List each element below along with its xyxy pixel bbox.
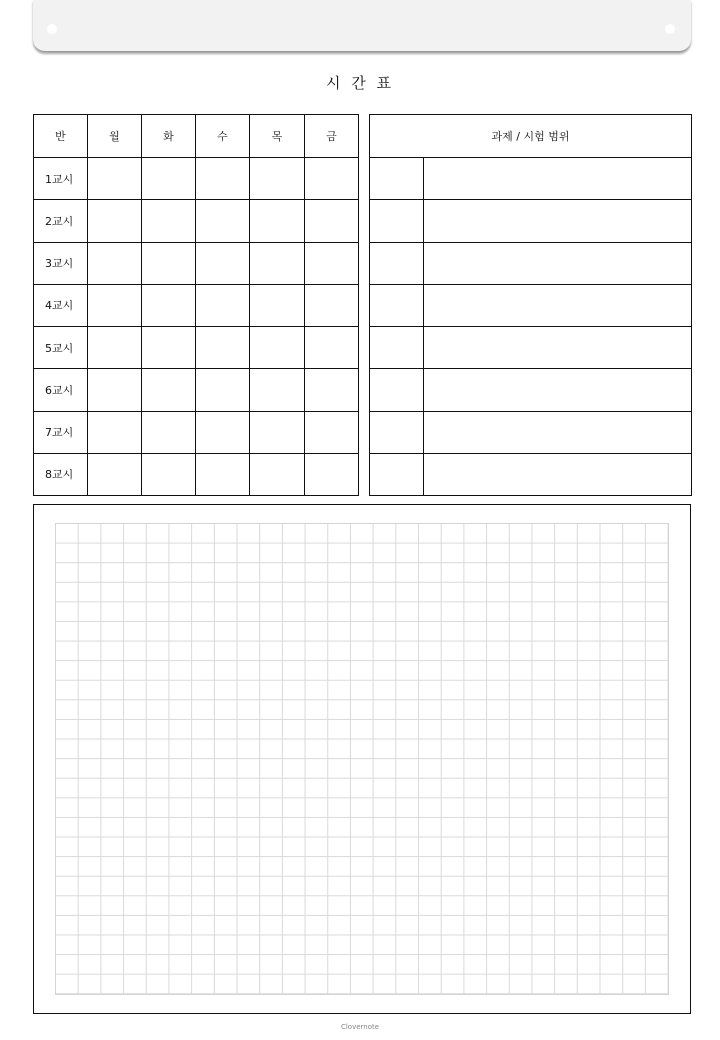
timetable-cell[interactable] [305,453,359,495]
timetable-row [34,327,359,369]
timetable-row [34,200,359,242]
tasks-detail-cell[interactable] [424,453,692,495]
brand-footer: Clovernote [340,1023,380,1031]
header-mon: 월 [88,115,142,158]
tasks-row [370,369,692,411]
tasks-detail-cell[interactable] [424,369,692,411]
tasks-row [370,411,692,453]
tasks-subject-cell[interactable] [370,200,424,242]
timetable-cell[interactable] [305,200,359,242]
timetable-header-row [34,115,359,158]
timetable-cell[interactable] [196,453,250,495]
header-tue: 화 [142,115,196,158]
grid-paper[interactable] [55,523,669,995]
period-label: 6교시 [34,369,88,411]
period-label: 7교시 [34,411,88,453]
tasks-detail-cell[interactable] [424,327,692,369]
header-wed: 수 [196,115,250,158]
tasks-row [370,200,692,242]
timetable-row [34,453,359,495]
tasks-detail-cell[interactable] [424,200,692,242]
header-class: 반 [34,115,88,158]
timetable-cell[interactable] [88,242,142,284]
tasks-subject-cell[interactable] [370,327,424,369]
period-label: 8교시 [34,453,88,495]
timetable-cell[interactable] [196,242,250,284]
timetable-cell[interactable] [196,369,250,411]
timetable-cell[interactable] [142,369,196,411]
timetable-cell[interactable] [305,284,359,326]
timetable-row [34,411,359,453]
timetable-cell[interactable] [88,158,142,200]
tasks-subject-cell[interactable] [370,411,424,453]
timetable-cell[interactable] [142,284,196,326]
timetable-cell[interactable] [142,411,196,453]
timetable-cell[interactable] [142,453,196,495]
timetable-cell[interactable] [305,158,359,200]
tasks-detail-cell[interactable] [424,284,692,326]
tasks-header-row [370,115,692,158]
tasks-detail-cell[interactable] [424,411,692,453]
tasks-subject-cell[interactable] [370,242,424,284]
binder-hole-right [665,24,675,34]
timetable-cell[interactable] [88,284,142,326]
timetable-cell[interactable] [196,327,250,369]
timetable-row [34,369,359,411]
timetable-cell[interactable] [142,200,196,242]
timetable-cell[interactable] [250,158,305,200]
tasks-row [370,453,692,495]
notes-box [33,504,691,1014]
timetable-cell[interactable] [305,369,359,411]
timetable-cell[interactable] [250,411,305,453]
timetable-cell[interactable] [305,242,359,284]
timetable-cell[interactable] [142,158,196,200]
period-label: 3교시 [34,242,88,284]
header-thu: 목 [250,115,305,158]
timetable-cell[interactable] [88,411,142,453]
tasks-table [369,114,692,496]
timetable-cell[interactable] [250,200,305,242]
timetable-cell[interactable] [250,369,305,411]
timetable-cell[interactable] [250,242,305,284]
tasks-row [370,242,692,284]
timetable-cell[interactable] [88,327,142,369]
tasks-row [370,284,692,326]
timetable-cell[interactable] [142,327,196,369]
timetable-row [34,284,359,326]
tasks-subject-cell[interactable] [370,158,424,200]
timetable-cell[interactable] [305,411,359,453]
page-title: 시 간 표 [325,74,394,92]
binder-hole-left [47,24,57,34]
timetable-cell[interactable] [196,158,250,200]
period-label: 2교시 [34,200,88,242]
tasks-detail-cell[interactable] [424,242,692,284]
tasks-subject-cell[interactable] [370,453,424,495]
timetable-cell[interactable] [196,200,250,242]
timetable-cell[interactable] [196,411,250,453]
timetable-cell[interactable] [142,242,196,284]
tasks-detail-cell[interactable] [424,158,692,200]
header-fri: 금 [305,115,359,158]
tasks-subject-cell[interactable] [370,284,424,326]
period-label: 1교시 [34,158,88,200]
timetable-row [34,158,359,200]
timetable-cell[interactable] [250,453,305,495]
timetable-row [34,242,359,284]
timetable-cell[interactable] [250,327,305,369]
tasks-row [370,327,692,369]
tasks-header: 과제 / 시험 범위 [370,115,692,158]
timetable-cell[interactable] [305,327,359,369]
timetable-cell[interactable] [196,284,250,326]
period-label: 4교시 [34,284,88,326]
timetable-cell[interactable] [88,453,142,495]
period-label: 5교시 [34,327,88,369]
tasks-row [370,158,692,200]
timetable-cell[interactable] [88,200,142,242]
tasks-subject-cell[interactable] [370,369,424,411]
timetable-cell[interactable] [88,369,142,411]
timetable-cell[interactable] [250,284,305,326]
binder-strip [33,0,691,52]
timetable [33,114,359,496]
